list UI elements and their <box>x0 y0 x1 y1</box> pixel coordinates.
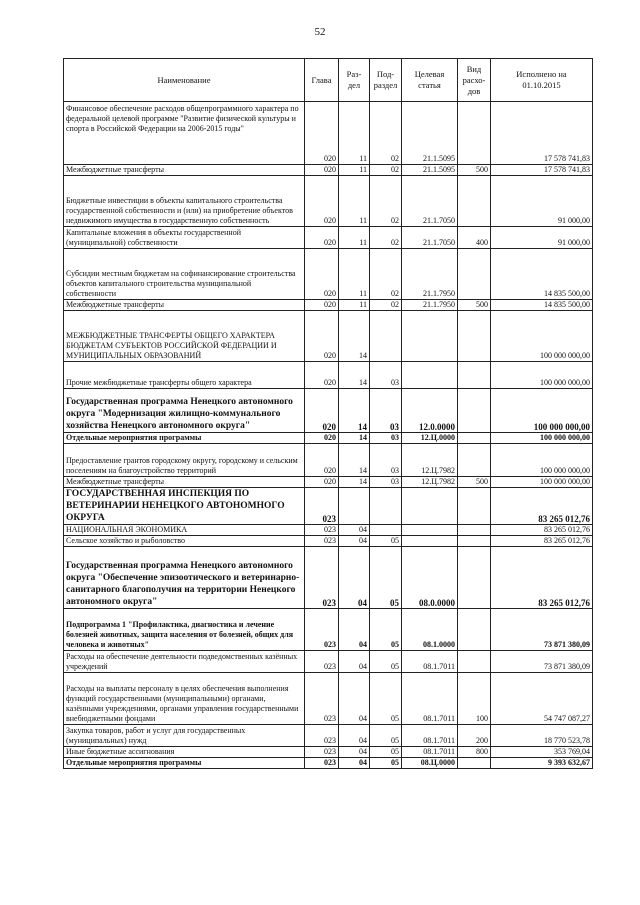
row-podrazdel: 05 <box>370 758 402 769</box>
row-stat: 12.Ц.7982 <box>402 444 458 477</box>
row-glava: 020 <box>305 433 339 444</box>
row-stat: 12.Ц.0000 <box>402 433 458 444</box>
row-name: Государственная программа Ненецкого автономного округа "Модернизация жилищно-коммунального хозяйства Ненецкого автономного округа" <box>64 389 305 433</box>
row-razdel: 11 <box>339 249 370 300</box>
row-glava: 023 <box>305 547 339 609</box>
row-podrazdel: 02 <box>370 300 402 311</box>
row-razdel: 04 <box>339 725 370 747</box>
row-stat <box>402 311 458 362</box>
header-vid: Вид расхо- дов <box>458 59 491 102</box>
row-podrazdel: 03 <box>370 477 402 488</box>
row-stat: 12.0.0000 <box>402 389 458 433</box>
row-razdel: 11 <box>339 165 370 176</box>
row-amount: 100 000 000,00 <box>491 311 593 362</box>
row-amount: 100 000 000,00 <box>491 362 593 389</box>
row-podrazdel: 03 <box>370 362 402 389</box>
row-podrazdel: 02 <box>370 102 402 165</box>
row-name: Финансовое обеспечение расходов общепрограммного характера по федеральной целевой программе "Развитие физической культуры и спорта в Российской Федерации на 2006-2015 годы" <box>64 102 305 165</box>
row-podrazdel: 02 <box>370 176 402 227</box>
row-podrazdel: 05 <box>370 747 402 758</box>
table-row <box>64 536 593 547</box>
row-podrazdel: 05 <box>370 609 402 651</box>
table-row <box>64 747 593 758</box>
row-podrazdel: 03 <box>370 444 402 477</box>
row-vid: 100 <box>458 673 491 725</box>
row-vid: 500 <box>458 477 491 488</box>
row-razdel: 11 <box>339 227 370 249</box>
row-podrazdel: 02 <box>370 227 402 249</box>
row-amount: 100 000 000,00 <box>491 444 593 477</box>
row-vid <box>458 525 491 536</box>
row-name: Межбюджетные трансферты <box>64 165 305 176</box>
row-razdel: 14 <box>339 389 370 433</box>
row-name: Сельское хозяйство и рыболовство <box>64 536 305 547</box>
row-vid <box>458 547 491 609</box>
row-amount: 17 578 741,83 <box>491 102 593 165</box>
row-stat: 08.1.0000 <box>402 609 458 651</box>
row-amount: 73 871 380,09 <box>491 651 593 673</box>
row-amount: 14 835 500,00 <box>491 249 593 300</box>
header-ispolneno: Исполнено на 01.10.2015 <box>491 59 593 102</box>
row-name: МЕЖБЮДЖЕТНЫЕ ТРАНСФЕРТЫ ОБЩЕГО ХАРАКТЕРА БЮДЖЕТАМ СУБЪЕКТОВ РОССИЙСКОЙ ФЕДЕРАЦИИ И МУНИЦИПАЛЬНЫХ ОБРАЗОВАНИЙ <box>64 311 305 362</box>
row-glava: 023 <box>305 651 339 673</box>
row-amount: 83 265 012,76 <box>491 525 593 536</box>
row-amount: 54 747 087,27 <box>491 673 593 725</box>
row-name: Расходы на выплаты персоналу в целях обеспечения выполнения функций государственными (муниципальными) органами, казёнными учреждениями, органами управления государственными внебюджетными фондами <box>64 673 305 725</box>
table-row <box>64 311 593 362</box>
row-glava: 020 <box>305 477 339 488</box>
row-podrazdel: 02 <box>370 249 402 300</box>
row-glava: 023 <box>305 725 339 747</box>
row-glava: 023 <box>305 609 339 651</box>
row-glava: 020 <box>305 300 339 311</box>
table-row <box>64 389 593 433</box>
row-amount: 83 265 012,76 <box>491 547 593 609</box>
row-vid <box>458 758 491 769</box>
row-vid: 500 <box>458 165 491 176</box>
row-amount: 14 835 500,00 <box>491 300 593 311</box>
row-stat: 08.1.7011 <box>402 651 458 673</box>
row-vid <box>458 651 491 673</box>
row-razdel: 04 <box>339 673 370 725</box>
row-podrazdel: 05 <box>370 536 402 547</box>
row-stat: 21.1.7050 <box>402 227 458 249</box>
row-glava: 020 <box>305 227 339 249</box>
table-row <box>64 227 593 249</box>
row-glava: 023 <box>305 758 339 769</box>
row-podrazdel <box>370 488 402 525</box>
table-row <box>64 547 593 609</box>
row-name: Отдельные мероприятия программы <box>64 758 305 769</box>
row-glava: 023 <box>305 488 339 525</box>
header-podrazdel: Под- раздел <box>370 59 402 102</box>
row-amount: 100 000 000,00 <box>491 433 593 444</box>
row-vid <box>458 311 491 362</box>
row-podrazdel: 03 <box>370 389 402 433</box>
row-name: Иные бюджетные ассигнования <box>64 747 305 758</box>
row-stat <box>402 536 458 547</box>
row-name: Межбюджетные трансферты <box>64 477 305 488</box>
row-razdel: 14 <box>339 311 370 362</box>
table-row <box>64 249 593 300</box>
row-amount: 83 265 012,76 <box>491 536 593 547</box>
row-podrazdel: 05 <box>370 651 402 673</box>
row-vid: 200 <box>458 725 491 747</box>
row-podrazdel: 05 <box>370 547 402 609</box>
row-amount: 18 770 523,78 <box>491 725 593 747</box>
row-glava: 020 <box>305 389 339 433</box>
row-vid <box>458 536 491 547</box>
row-name: Расходы на обеспечение деятельности подведомственных казённых учреждений <box>64 651 305 673</box>
table-row <box>64 525 593 536</box>
row-podrazdel <box>370 525 402 536</box>
row-name: Подпрограмма 1 "Профилактика, диагностика и лечение болезней животных, защита населения от болезней, общих для человека и животных" <box>64 609 305 651</box>
row-glava: 020 <box>305 362 339 389</box>
row-razdel: 11 <box>339 102 370 165</box>
row-amount: 73 871 380,09 <box>491 609 593 651</box>
row-name: Межбюджетные трансферты <box>64 300 305 311</box>
row-stat: 21.1.7950 <box>402 300 458 311</box>
table-row <box>64 758 593 769</box>
row-stat: 21.1.5095 <box>402 165 458 176</box>
row-amount: 353 769,04 <box>491 747 593 758</box>
row-stat <box>402 362 458 389</box>
row-amount: 100 000 000,00 <box>491 389 593 433</box>
row-stat: 08.0.0000 <box>402 547 458 609</box>
row-razdel: 04 <box>339 547 370 609</box>
row-name: Государственная программа Ненецкого автономного округа "Обеспечение эпизоотического и ветеринарно-санитарного благополучия на территории Ненецкого автономного округа" <box>64 547 305 609</box>
row-name: Субсидии местным бюджетам на софинансирование строительства объектов капитального строительства муниципальной собственности <box>64 249 305 300</box>
row-vid <box>458 609 491 651</box>
table-row <box>64 725 593 747</box>
row-amount: 9 393 632,67 <box>491 758 593 769</box>
row-glava: 023 <box>305 536 339 547</box>
row-name: ГОСУДАРСТВЕННАЯ ИНСПЕКЦИЯ ПО ВЕТЕРИНАРИИ НЕНЕЦКОГО АВТОНОМНОГО ОКРУГА <box>64 488 305 525</box>
row-glava: 023 <box>305 525 339 536</box>
row-name: НАЦИОНАЛЬНАЯ ЭКОНОМИКА <box>64 525 305 536</box>
row-name: Бюджетные инвестиции в объекты капитального строительства государственной собственности и (или) на приобретение объектов недвижимого имущества в государственную собственность <box>64 176 305 227</box>
row-razdel: 04 <box>339 609 370 651</box>
row-glava: 023 <box>305 747 339 758</box>
row-razdel <box>339 488 370 525</box>
row-glava: 020 <box>305 249 339 300</box>
row-amount: 100 000 000,00 <box>491 477 593 488</box>
table-row <box>64 477 593 488</box>
row-stat: 21.1.7950 <box>402 249 458 300</box>
row-razdel: 04 <box>339 651 370 673</box>
row-stat: 08.1.7011 <box>402 747 458 758</box>
row-vid <box>458 362 491 389</box>
row-podrazdel: 05 <box>370 673 402 725</box>
table-row <box>64 444 593 477</box>
row-vid <box>458 389 491 433</box>
table-row <box>64 102 593 165</box>
table-row <box>64 673 593 725</box>
row-amount: 17 578 741,83 <box>491 165 593 176</box>
row-razdel: 14 <box>339 444 370 477</box>
row-vid <box>458 433 491 444</box>
row-amount: 83 265 012,76 <box>491 488 593 525</box>
row-vid <box>458 488 491 525</box>
header-glava: Глава <box>305 59 339 102</box>
row-name: Закупка товаров, работ и услуг для государственных (муниципальных) нужд <box>64 725 305 747</box>
table-row <box>64 176 593 227</box>
row-razdel: 04 <box>339 525 370 536</box>
row-vid <box>458 102 491 165</box>
row-stat: 12.Ц.7982 <box>402 477 458 488</box>
row-razdel: 14 <box>339 433 370 444</box>
table-row <box>64 609 593 651</box>
page-number: 52 <box>314 26 326 38</box>
row-stat: 08.1.7011 <box>402 673 458 725</box>
budget-table <box>63 58 593 769</box>
row-razdel: 04 <box>339 758 370 769</box>
table-row <box>64 165 593 176</box>
header-stat: Целевая статья <box>402 59 458 102</box>
table-row <box>64 651 593 673</box>
row-podrazdel <box>370 311 402 362</box>
row-glava: 020 <box>305 311 339 362</box>
header-name: Наименование <box>64 59 305 102</box>
row-stat <box>402 488 458 525</box>
row-name: Прочие межбюджетные трансферты общего характера <box>64 362 305 389</box>
row-vid <box>458 249 491 300</box>
row-razdel: 04 <box>339 536 370 547</box>
header-row <box>64 59 593 102</box>
row-glava: 020 <box>305 165 339 176</box>
row-podrazdel: 05 <box>370 725 402 747</box>
row-stat: 08.Ц.0000 <box>402 758 458 769</box>
row-vid: 400 <box>458 227 491 249</box>
table-row <box>64 433 593 444</box>
row-podrazdel: 03 <box>370 433 402 444</box>
row-stat: 21.1.7050 <box>402 176 458 227</box>
row-stat: 21.1.5095 <box>402 102 458 165</box>
row-amount: 91 000,00 <box>491 176 593 227</box>
row-vid: 500 <box>458 300 491 311</box>
row-razdel: 04 <box>339 747 370 758</box>
row-name: Отдельные мероприятия программы <box>64 433 305 444</box>
row-stat: 08.1.7011 <box>402 725 458 747</box>
row-vid <box>458 176 491 227</box>
row-razdel: 14 <box>339 362 370 389</box>
row-podrazdel: 02 <box>370 165 402 176</box>
row-name: Капитальные вложения в объекты государственной (муниципальной) собственности <box>64 227 305 249</box>
row-razdel: 11 <box>339 176 370 227</box>
row-vid <box>458 444 491 477</box>
row-glava: 020 <box>305 444 339 477</box>
row-name: Предоставление грантов городскому округу, городскому и сельским поселениям на благоустройство территорий <box>64 444 305 477</box>
row-amount: 91 000,00 <box>491 227 593 249</box>
row-glava: 023 <box>305 673 339 725</box>
table-row <box>64 488 593 525</box>
row-glava: 020 <box>305 102 339 165</box>
row-razdel: 14 <box>339 477 370 488</box>
row-stat <box>402 525 458 536</box>
row-vid: 800 <box>458 747 491 758</box>
row-razdel: 11 <box>339 300 370 311</box>
row-glava: 020 <box>305 176 339 227</box>
table-row <box>64 362 593 389</box>
table-row <box>64 300 593 311</box>
header-razdel: Раз- дел <box>339 59 370 102</box>
